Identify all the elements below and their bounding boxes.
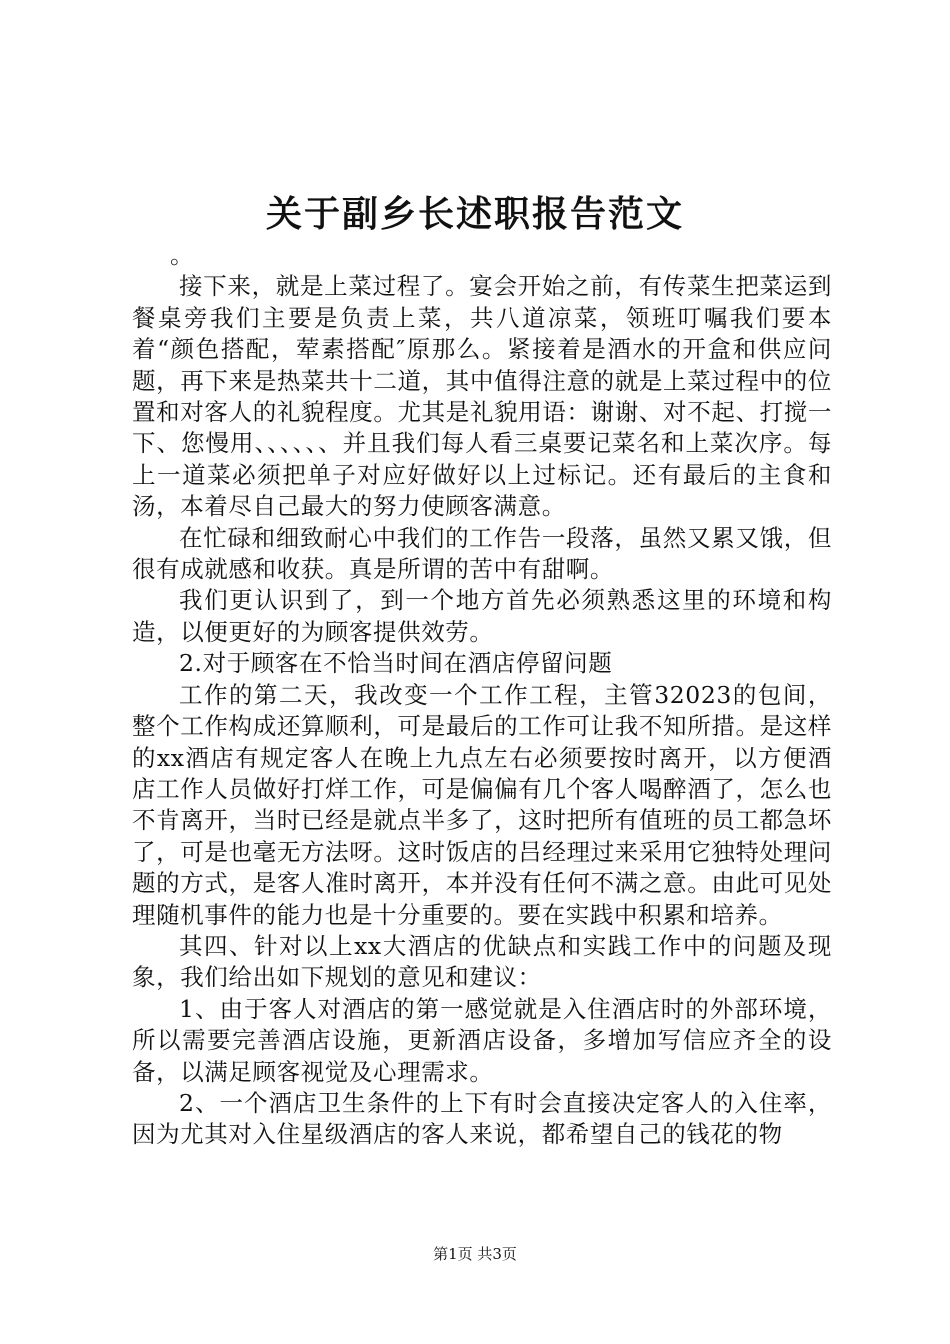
document-body	[132, 240, 832, 1151]
paragraph: 。	[170, 241, 195, 269]
page-footer: 第1页 共3页	[433, 1245, 517, 1263]
paragraph: 工作的第二天，我改变一个工作工程，主管32023的包间，整个工作构成还算顺利，可是最后的工作可让我不知所措。是这样的xx酒店有规定客人在晚上九点左右必须要按时离开，以方便酒店工作人员做好打烊工作，可是偏偏有几个客人喝醉酒了，怎么也不肯离开，当时已经是就点半多了，这时把所有值班的员工都急坏了，可是也毫无方法呀。这时饭店的吕经理过来采用它独特处理问题的方式，是客人准时离开，本并没有任何不满之意。由此可见处理随机事件的能力也是十分重要的。要在实践中积累和培养。	[132, 680, 832, 929]
paragraph: 接下来，就是上菜过程了。宴会开始之前，有传菜生把菜运到餐桌旁我们主要是负责上菜，共八道凉菜，领班叮嘱我们要本着“颜色搭配，荤素搭配″原那么。紧接着是酒水的开盒和供应问题，再下来是热菜共十二道，其中值得注意的就是上菜过程中的位置和对客人的礼貌程度。尤其是礼貌用语：谢谢、对不起、打搅一下、您慢用、、、、、、并且我们每人看三桌要记菜名和上菜次序。每上一道菜必须把单子对应好做好以上过标记。还有最后的主食和汤，本着尽自己最大的努力使顾客满意。	[132, 272, 832, 521]
paragraph: 2、一个酒店卫生条件的上下有时会直接决定客人的入住率，因为尤其对入住星级酒店的客人来说，都希望自己的钱花的物	[132, 1088, 832, 1149]
paragraph: 我们更认识到了，到一个地方首先必须熟悉这里的环境和构造，以便更好的为顾客提供效劳。	[132, 586, 832, 646]
paragraph: 在忙碌和细致耐心中我们的工作告一段落，虽然又累又饿，但很有成就感和收获。真是所谓的苦中有甜啊。	[132, 523, 832, 584]
paragraph: 1、由于客人对酒店的第一感觉就是入住酒店时的外部环境，所以需要完善酒店设施，更新酒店设备，多增加写信应齐全的设备，以满足顾客视觉及心理需求。	[132, 994, 832, 1086]
document-title: 关于副乡长述职报告范文	[265, 193, 684, 235]
paragraph: 2.对于顾客在不恰当时间在酒店停留问题	[179, 649, 613, 678]
paragraph: 其四、针对以上xx大酒店的优缺点和实践工作中的问题及现象，我们给出如下规划的意见和建议：	[132, 931, 832, 992]
